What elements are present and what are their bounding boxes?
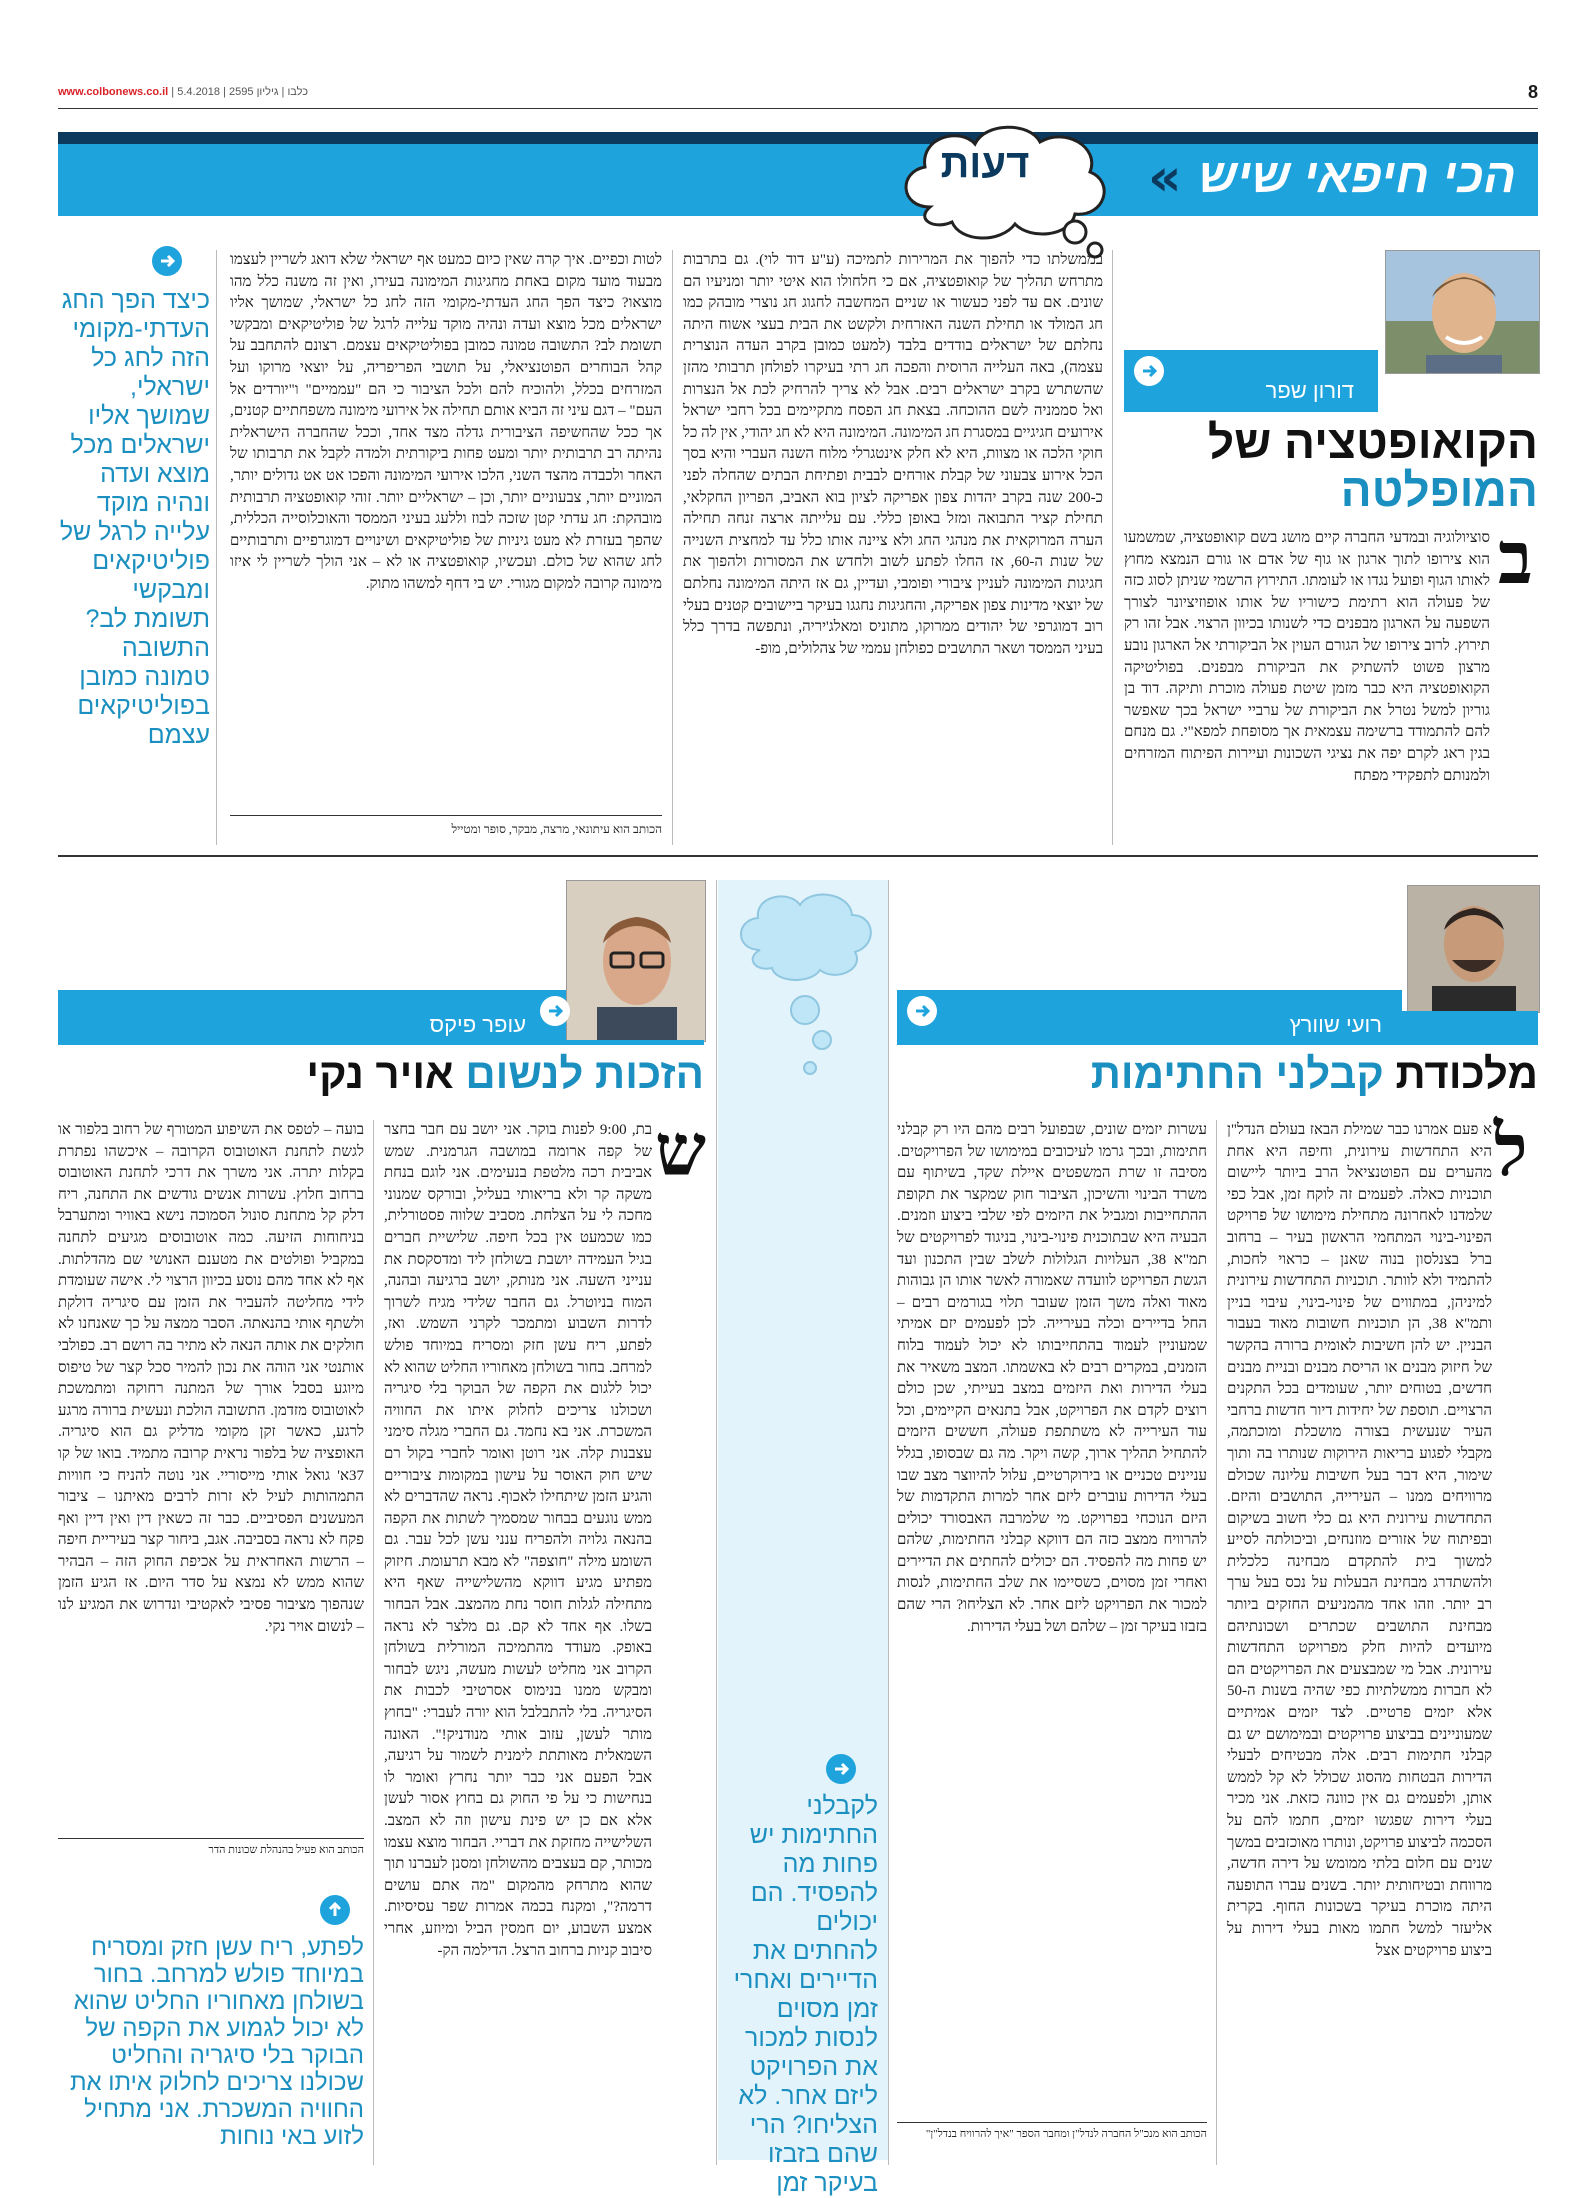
column-rule [216, 250, 217, 845]
site-url[interactable]: www.colbonews.co.il [58, 86, 169, 98]
headline-line1: הקואופטציה של [1207, 416, 1538, 468]
author-photo-ofer-pix [566, 880, 706, 1042]
column-rule [672, 250, 673, 845]
headline-article2 [897, 1052, 1538, 1096]
pull-quote-article2: לקבלני החתימות יש פחות מה להפסיד. הם יכולים להחתים את הדיירים ואחרי זמן מסוים לנסות למכור את הפרויקט ליזם אחר. לא הצליחו? הרי שהם בזבזו בעיקר זמן [733, 1792, 878, 2197]
article1-col3: לטות וכפיים. איך קרה שאין כיום כמעט אף ישראלי שלא דואג לשריין לעצמו מבעוד מועד מקום באחת מחגיגות המימונה בעירו, ואין זה משנה כלל מהו מוצאו? כיצד הפך החג העדתי-מקומי הזה לחג כל ישראלי, שמושך אליו ישראלים מכל מוצא ועדה ונהיה מוקד עלייה לרגל של פוליטיקאים ומבקשי תשומת לב? התשובה טמונה כמובן בפוליטיקאים עצמם. רצונם להתחבב על קהל הבוחרים הפוטנציאלי, על תושבי הפריפריה, על יוצאי מרוקו ועל המזרחים בכלל, ולהוכיח להם ולכל הציבור כי הם "עממיים" ו"יורדים אל העם" – דגם עיני זה הביא אותם תחילה אל אירועי מימונה משפחתיים קטנים, אך ככל שהחשיפה הציבורית גדלה מצד אחד, וככל שהחברה הישראלית נהיתה רב תרבותית יותר ומעט פחות ביקורתית ולמדה לקבל את תרבותו של האחר ולכבדה מהצד השני, הלכו אירועי המימונה והפכו אט אט גדולים יותר, המוניים יותר, צבעוניים יותר, וכן – ישראליים יותר. זוהי קואופטציה תרבותית מובהקת: חג עדתי קטן שזכה לבוז וללעג בעיני הממסד והאוכלוסייה הכללית, שהפך בעזרת לא מעט גיניות של פוליטיקאים ושינויים דמוגרפיים ותרבותיים לחג שהוא של כולם. ועכשיו, קואופטציה או לא – אני הולך לשריין לי איזו מימונה קרובה למקום מגורי. יש בי דחף למשהו מתוק. [230, 252, 662, 592]
author-name[interactable]: דורון שפר [1265, 378, 1354, 403]
article1-col2: בממשלתו כדי להפוך את המרירות לתמיכה (ע"ע דוד לוי). גם בתרבות מתרחש תהליך של קואופטציה, אם כי חלחולו הוא איטי יותר ומניעיו הם שונים. אם עד לפני כעשור או שניים המחשבה לחגוג חג נוצרי מובהק כמו חג המולד או תחילת השנה האזרחית ולקשט את הבית בעצי אשוח היתה נחלתם של ישראלים בודדים בלבד (למעט כמובן בקרב העדה הנוצרית עצמה), באה העלייה הרוסית והפכה חג רתי בעיקרו לפולחן תרבותי מהזן שהשתרש בקרב ישראלים רבים. אבל לא צריך להרחיק לכת אל הנצרות ואל סממניה לשם ההוכחה. בצאת חג הפסח מתקיימים בכל רחבי ישראל אירועים חגיגיים במסגרת חג המימונה. המימונה היא לא חג יהודי, אין לה כל חוקי הלכה או מצוות, היא לא חלק אינטגרלי מלוח השנה העברי והיא בסך הכל אירוע צבעוני של קבלת אורחים לבבית ופתיחת הבתים שהחלה לפני כ-200 שנה בקרב יהדות צפון אפריקה לציון בוא האביב, הפריון החקלאי, תחילת קציר התבואה ומזל באופן כללי. עם עלייתה ארצה זנחה תחילה הערה המרוקאית את מנהגי החג ולא ציינה אותו כלל עד למחצית השנייה של שנות ה-60, אז החלו לפתע לשוב ולחדש את המסורות ולהפוך את חגיגות המימונה לעניין ציבורי ופומבי, ועדיין, גם אז היתה המימונה נחלתם של יוצאי מדינות צפון אפריקה, והחגיגות נחגגו בעיקר ביישובים קטנים בעלי רוב דמוגרפי של יהודים ממרוקו, מתוניס ומאלג'יריה, ונתפשה בדרך כלל בעיני הממסד ושאר התושבים כפולחן עממי של צהלולים, מופ- [683, 252, 1103, 657]
arrow-icon[interactable] [540, 996, 570, 1026]
credit-article2: הכותב הוא מנכ"ל החברה לנדל"ן ומחבר הספר "איך להרוויח בנדל"ן" [925, 2128, 1207, 2140]
credit-rule [230, 815, 662, 816]
headline-line2: המופלטה [1340, 464, 1538, 517]
headline-black: אויר נקי [306, 1050, 454, 1097]
author-bar-ext [566, 1040, 704, 1045]
section-banner [58, 144, 1538, 216]
author-bar-article1 [1124, 350, 1378, 412]
section-divider [58, 855, 1538, 857]
arrow-icon[interactable] [1134, 356, 1164, 386]
section-label: דעות [940, 142, 1030, 186]
column-rule [373, 1120, 374, 2165]
banner-dark-strip [58, 132, 1538, 144]
credit-rule [897, 2122, 1207, 2123]
center-cloud [730, 890, 880, 1100]
gutter-rule [888, 880, 889, 2165]
author-bar-article3 [58, 990, 566, 1045]
headline-blue: הזכות לנשום [465, 1050, 704, 1097]
author-name[interactable]: רועי שוורץ [1289, 1012, 1382, 1037]
page-header [58, 84, 1538, 108]
article2-col1-text: א פעם אמרנו כבר שמילת הבאז בעולם הנדל"ן היא התחדשות עירונית, וחיפה היא אחת מהערים עם הפוטנציאל הרב ביותר ליישום תוכניות כאלה. לפעמים זה לוקח זמן, אבל כפי שלמדנו לאחרונה מתחילת מימושו של פרויקט הפינוי-בינוי המתחמי הראשון בעיר – ברחוב ברל בצנלסון בנוה שאנן – כראוי לחכות, להתמיד ולא לוותר. תוכניות התחדשות עירונית למיניהן, במתווים של פינוי-בינוי, עיבוי בניין ותמ"א 38, הן תוכניות חשובות מאוד בעבור הבניין. יש להן חשיבות לאומית ברורה בהקשר של חיזוק מבנים או הריסת מבנים ובניית מבנים חדשים, בטוחים יותר, שעומדים בכל התקנים הרצויים. תוספת של יחידות דיור חדשות ברחבי העיר שנעשית בצורה מושכלת ומוכתמה, מקבלי לפגוע בריאות הירוקות שנותרו בה ותוך שימור, היא דבר בעל חשיבות עליונה שכולם מרוויחים ממנו – העירייה, התושבים והיזם. התחדשות עירונית היא גם כלי חשוב בשיקום ובפיתוח של אזורים מוזנחים, וביכולתה לסייע למשוך בית להתקדם מבחינה כלכלית ולהשתדרג מבחינת הבעלות על נכס בעל ערך רב יותר. וזהו אחד מהמניעים החזקים ביותר מבחינת התושבים שכתרים ושכונתיהם מיועדים להיות חלק מפרויקט התחדשות עירונית. אבל מי שמבצעים את הפרויקטים הם לא חברות ממשלתיות כפי שהיה בשנות ה-50 אלא יזמים פרטיים. לצד יזמים אמיתיים שמעוניינים בביצוע פרויקטים ובמימושם יש גם קבלני חתימות רבים. אלה מבטיחים לבעלי הדירות הבטחות מהסוג שכולל לא קל לממש אותן, ולפעמים גם אין כוונה כזאת. אני מכיר בעלי דירות שפגשו יזמים, חתמו להם על הסכמה לביצוע פרויקט, ונותרו מאוכזבים במשך שנים עם חלום בלתי ממומש על דירה חדשה, מרווחת ובטיחותית יותר. בשנים עברו התופעה היתה מוכרת בעיקר בשכונות החוף. בקרית אליעזר למשל חתמו מאות בעלי דירות על ביצוע פרויקטים אצל [1227, 1122, 1492, 1959]
article2-col1 [1227, 1120, 1538, 2165]
banner-title: הכי חיפאי שיש [1198, 150, 1516, 203]
author-bar-ext [1402, 1011, 1538, 1045]
header-meta-line [58, 86, 308, 98]
credit-article1: הכותב הוא עיתונאי, מרצה, מבקר, סופר ומטייל [451, 822, 662, 836]
credit-article3: הכותב הוא פעיל בהנהלת שכונות הדר [208, 1844, 364, 1856]
gutter-rule [716, 880, 717, 2165]
column-rule [1112, 250, 1113, 845]
header-rule [58, 108, 1538, 109]
article2-col2: עשרות יזמים שונים, שבפועל רבים מהם היו רק קבלני חתימות, ובכך גרמו לעיכובים במימושו של הפרויקטים. מסיבה זו שרת המשפטים איילת שקד, בשיתוף עם משרד הבינוי והשיכון, הציבור חוק שמקצר את תקופת ההתחייבות ומגביל את היזמים לפי שלבי ביצוע וזמנים. הבעיה היא שבתוכנית פינוי-בינוי, בניגוד לפרויקטים של תמ"א 38, העלויות הגלולות לשלב שבין התכנון ועד הגשת הפרויקט לוועדה שאמורה לאשר אותו הן גבוהות מאוד ואלה משך הזמן שעובר תלוי בגורמים רבים – החל בדיירים וכלה בעירייה. לכן לפעמים יזם אמיתי שמעוניין לעמוד בהתחייבותו לא יכול לעמוד בלוח הזמנים, במקרים רבים לא באשמתו. המצב משאיר את בעלי הדירות ואת היזמים במצב בעייתי, שכן כולם רוצים לקדם את הפרויקט, אבל בתנאים הקיימים, וכל עוד העירייה לא משתתפת פעולה, חששים היזמים להתחיל תהליך ארוך, קשה ויקר. מה גם שבסופו, בגלל עניינים טכניים או בירוקרטיים, עלול להיווצר מצב שבו בעלי הדירות עוברים ליזם אחר למרות התקדמות של היזם הנוכחי בפרויקט. מי שלמרבה האבסורד יכולים להרוויח ממצב כזה הם דווקא קבלני החתימות, שלהם יש פחות מה להפסיד. הם יכולים להחתים את הדיירים ואחרי זמן מסוים, כשסיימו את שלב החתימות, לנסות למכור את הפרויקט ליזם אחר. לא הצליחו? הרי שהם בזבזו בעיקר זמן – שלהם ושל בעלי הדירות. [897, 1122, 1207, 1635]
section-cloud [890, 112, 1120, 262]
headline-article3 [58, 1052, 704, 1096]
author-photo-roei-shwartz [1407, 885, 1540, 1013]
author-bar-article2 [897, 990, 1402, 1045]
dropcap: ב [1498, 519, 1533, 599]
column-rule [1216, 1120, 1217, 2165]
page-number: 8 [1527, 82, 1538, 102]
headline-blue: קבלני החתימות [1090, 1050, 1384, 1097]
author-name[interactable]: עופר פיקס [429, 1012, 526, 1037]
pull-quote-article3: לפתע, ריח עשן חזק ומסריח במיוחד פולש למרחב. בחור בשולחן מאחוריו החליט שהוא לא יכול לגמוע את הקפה של הבוקר בלי סיגריה והחליט שכולנו צריכים לחלוק איתו את החוויה המשכרת. אני מתחיל לזוע באי נוחות [69, 1934, 364, 2150]
arrow-icon[interactable] [152, 246, 182, 276]
issue-info: | כלבו | גיליון 2595 | 5.4.2018 [171, 86, 309, 98]
article1-col1 [1124, 528, 1538, 844]
arrow-icon[interactable] [907, 996, 937, 1026]
headline-article1 [1124, 418, 1538, 515]
dropcap: ל [1494, 1111, 1528, 1191]
dropcap: ש [655, 1111, 706, 1191]
article1-col1-text: סוציולוגיה ובמדעי החברה קיים מושג בשם קואופטציה, שמשמעו הוא צירופו לתוך ארגון או גוף של אדם או גורם הנמצא מחוץ לאותו הגוף ופועל נגדו או לעומתו. התירוץ הרשמי שניתן לסוג כזה של פעולה הוא רתימת כישוריו של אותו אופוזיציונר לצורך השפעה על הארגון מבפנים כדי לשנותו בכיוון הרצוי. אבל זהו רק תירוץ. לרוב צירופו של הגורם העוין אל הביקורתי אל הארגון נובע מרצון פשוט להשתיק את הביקורת מבפנים. בפוליטיקה הקואופטציה היא כבר מזמן שיטת פעולה מוכרת ותיקה. דוד בן גוריון למשל נטרל את הביקורת של ערביי ישראל בכך שאפשר להם להתמודד ברשימה עצמאית אך מסופחת למפא"י. גם מנחם בגין ראג לקרם יפה את נציגי השכונות ועיירות הפיתוח המזרחים ולמנותם לתפקידי מפתח [1124, 530, 1490, 784]
credit-rule [58, 1838, 364, 1839]
author-photo-doron-shefer [1385, 250, 1540, 374]
headline-black: מלכודת [1395, 1050, 1538, 1097]
article3-col1-text: בת, 9:00 לפנות בוקר. אני יושב עם חבר בחצר של קפה ארומה במושבה הגרמנית. שמש אביבית רכה מלטפת בנעימים. אני לוגם בנחת משקה קר ולא בריאותי בעליל, ובורקס שמנוני מחכה לי על הצלחת. מסביב שלווה פסטורלית, כמו שכמעט אין בכל חיפה. שלישיית חברים בגיל העמידה יושבת בשולחן ליד ומדסקסת את ענייני השעה. אני מנותק, יושב ברגיעה ובהנה, המוח בניוטרל. גם החבר שלידי מגיח לשרוך לדרות השבוע ומתמכר לקרני השמש. ואז, לפתע, ריח עשן חזק ומסריח במיוחד פולש למרחב. בחור בשולחן מאחוריו החליט שהוא לא יכול ללגום את הקפה של הבוקר בלי סיגריה ושכולנו צריכים לחלוק איתו את החוויה המשכרת. אני בא נחמד. גם החברי מגלה סימני עצבנות קלה. אני רוטן ואומר לחברי בקול רם שיש חוק האוסר על עישון במקומות ציבוריים והגיע הזמן שיתחילו לאכוף. נראה שהדברים לא ממש נוגעים בבחור שמסמיך לשתות את הקפה בהנאה גלויה ולהפריח ענני עשן לכל עבר. גם השומע מילה "חוצפה" לא מבא תרעומת. חיזוק מפתיע מגיע דווקא מהשלישייה שאף היא מתחילה לגלות חוסר נחת מהמצב. אבל הבחור בשלו. אף אחד לא קם. גם מלצר לא נראה באופק. מעודד מהתמיכה המורלית בשולחן הקרוב אני מחליט לעשות מעשה, ניגש לבחור ומבקש ממנו בנימוס אסרטיבי לכבות את הסיגריה. בלי להתבלבל הוא יורה לעברי: "בחוץ מותר לעשן, עזוב אותי מנודניק!". האונה השמאלית מאותתת לימנית לשמור על רגיעה, אבל הפעם אני כבר יותר נחרץ ואומר לו בנחישות כי על פי החוק גם בחוץ אסור לעשן אלא אם כן יש פינת עישון וזה לא המצב. השלישייה מחזקת את דבריי. הבחור מוצא עצמו מכותר, קם בעצבים מהשולחן ומסנן לעברנו תוך שהוא מתרחק מהמקום "מה אתם עושים דרמה?", ומקנח בכמה אמרות שפר עסיסיות. אמצע השבוע, יום חמסין הביל ומיוזע, אחרי סיבוב קניות ברחוב הרצל. הדילמה הק- [384, 1122, 652, 1959]
arrow-up-icon[interactable] [320, 1895, 350, 1925]
arrow-icon[interactable] [826, 1754, 856, 1784]
pull-quote-article1: כיצד הפך החג העדתי-מקומי הזה לחג כל ישראלי, שמושך אליו ישראלים מכל מוצא ועדה ונהיה מוקד עלייה לרגל של פוליטיקאים ומבקשי תשומת לב? התשובה טמונה כמובן בפוליטיקאים עצמם [59, 286, 210, 749]
article3-col2: בועה – לטפס את השיפוע המטורף של רחוב בלפור או לגשת לתחנת האוטובוס הקרובה – איכשהו נפתרת בקלות יתרה. אני משרך את דרכי לתחנת האוטובוס ברחוב חלוץ. עשרות אנשים גודשים את התחנה, ריח דלק קל מתחנת סונול הסמוכה נישא באוויר ומתערבל בניחוחות הזיעה. כמה אוטובוסים מגיעים לתחנה במקביל ופולטים את מטענם האנושי שם מהדלתות. אף לא אחד מהם נוסע בכיוון הרצוי לי. אישה שעומדת לידי מחליטה להעביר את הזמן עם סיגריה דולקת ולשתף אותי בהנאתה. הסבר ממצה על כך שאנחנו לא חולקים את אותה הנאה לא מתיר בה רושם רב. כפולבי אותנטי אני הוהה את נכון להמיר סכל קצר של טיפוס מיוגע בסבל אורך של המתנה רחוקה ומתמשכת לאוטובוס מזדמן. התשובה הולכת ונעשית ברורה מרגע לרגע, כאשר זקן מקומי מדליק גם הוא סיגריה. האופציה של בלפור נראית קרובה מתמיד. בואו של קו 37א' גואל אותי מייסוריי. אני נוטה להניח כי חוויות התמהותות לעיל לא זרות לרבים מאיתנו – ציבור המעשנים הפסיביים. כבר זה כשאין דין ואין דיין ואף פקח לא נראה בסביבה. אגב, ביחור קצר בעיריית חיפה – הרשות האחראית על אכיפת החוק הזה – הבהיר שהוא ממש לא נמצא על סדר היום. אז הגיע הזמן שנהפוך מציבור פסיבי לאקטיבי ונדרוש את המגיע לנו – לנשום אויר נקי. [58, 1122, 364, 1635]
article3-col1 [384, 1120, 704, 2165]
banner-chevrons: « [1148, 148, 1182, 208]
